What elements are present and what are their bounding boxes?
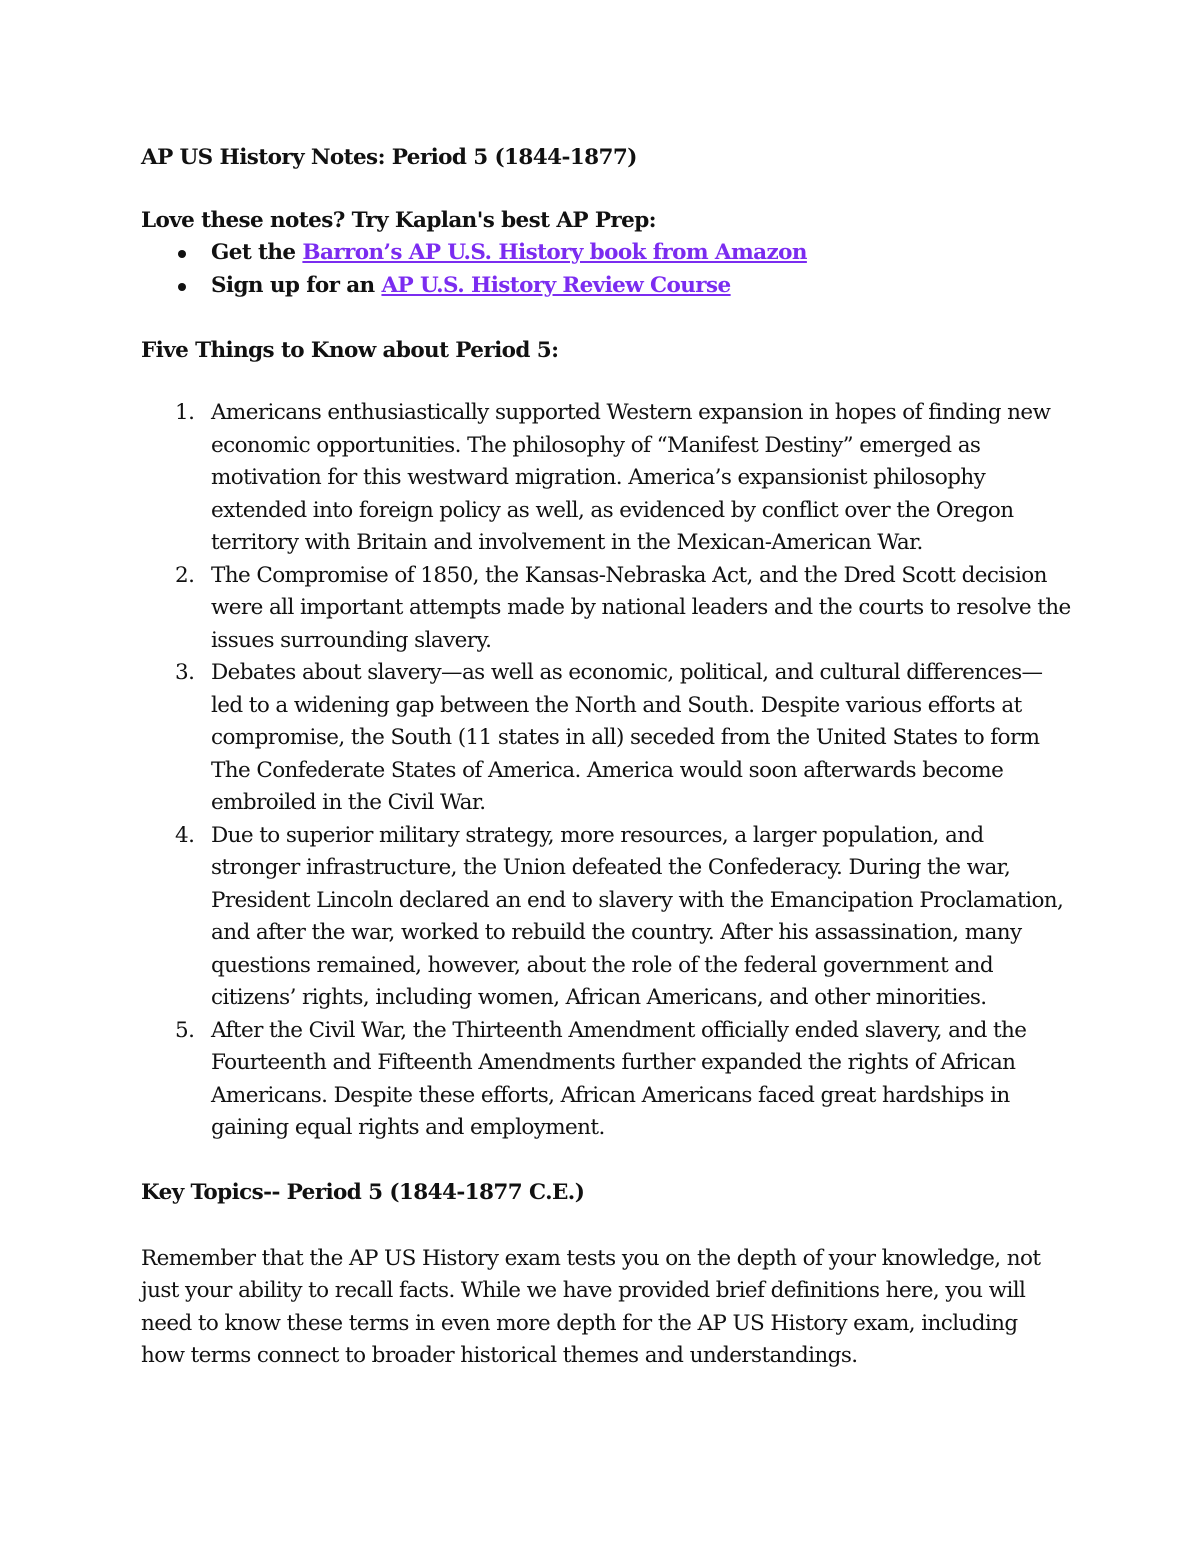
list-item-text: Americans enthusiastically supported Western expansion in hopes of finding new economic opportunities. The philosophy of “Manifest Destiny” emerged as motivation for this westward migration. America’s expansionist philosophy extended into foreign policy as well, as evidenced by conflict over the Oregon territory with Britain and involvement in the Mexican-American War. bbox=[211, 400, 1051, 555]
list-item-number: 1. bbox=[175, 400, 195, 425]
bullet-icon bbox=[178, 250, 186, 258]
promo-item-prefix: Sign up for an bbox=[211, 272, 382, 298]
promo-item-book bbox=[141, 237, 1071, 270]
list-item-number: 2. bbox=[175, 562, 195, 588]
barrons-book-link[interactable]: Barron’s AP U.S. History book from Amazon bbox=[302, 240, 807, 265]
promo-item-prefix: Get the bbox=[211, 240, 303, 265]
key-topics-heading: Key Topics-- Period 5 (1844-1877 C.E.) bbox=[141, 1179, 585, 1205]
list-item-number: 3. bbox=[175, 660, 195, 685]
five-things-heading: Five Things to Know about Period 5: bbox=[141, 338, 559, 363]
list-item-text: After the Civil War, the Thirteenth Amendment officially ended slavery, and the Fourteenth and Fifteenth Amendments further expanded the rights of African Americans. Despite these efforts, African Americans faced great hardships in gaining equal rights and employment. bbox=[211, 1017, 1027, 1140]
list-item-number: 4. bbox=[175, 822, 195, 848]
key-topics-intro: Remember that the AP US History exam tests you on the depth of your knowledge, not just your ability to recall facts. While we have provided brief definitions here, you will need to know these terms in even more depth for the AP US History exam, including how terms connect to broader historical themes and understandings. bbox=[141, 1245, 1041, 1368]
bullet-icon bbox=[178, 283, 186, 291]
list-item bbox=[141, 820, 1071, 1015]
list-item-text: Debates about slavery—as well as economic, political, and cultural differences—led to a widening gap between the North and South. Despite various efforts at compromise, the South (11 states in all) seceded from the United States to form The Confederate States of America. America would soon afterwards become embroiled in the Civil War. bbox=[211, 660, 1043, 815]
list-item bbox=[141, 657, 1071, 820]
list-item-text: Due to superior military strategy, more resources, a larger population, and stronger infrastructure, the Union defeated the Confederacy. During the war, President Lincoln declared an end to slavery with the Emancipation Proclamation, and after the war, worked to rebuild the country. After his assassination, many questions remained, however, about the role of the federal government and citizens’ rights, including women, African Americans, and other minorities. bbox=[211, 822, 1064, 1010]
promo-list bbox=[141, 237, 1071, 302]
promo-heading: Love these notes? Try Kaplan's best AP Prep: bbox=[141, 208, 656, 233]
list-item-text: The Compromise of 1850, the Kansas-Nebraska Act, and the Dred Scott decision were all important attempts made by national leaders and the courts to resolve the issues surrounding slavery. bbox=[211, 562, 1071, 653]
list-item bbox=[141, 560, 1071, 658]
list-item-number: 5. bbox=[175, 1017, 195, 1043]
five-things-list bbox=[141, 397, 1071, 1145]
list-item bbox=[141, 397, 1071, 560]
list-item bbox=[141, 1015, 1071, 1145]
document-title: AP US History Notes: Period 5 (1844-1877) bbox=[141, 145, 637, 170]
promo-item-course bbox=[141, 270, 1071, 303]
document-page bbox=[141, 142, 1071, 1373]
review-course-link[interactable]: AP U.S. History Review Course bbox=[381, 272, 731, 298]
